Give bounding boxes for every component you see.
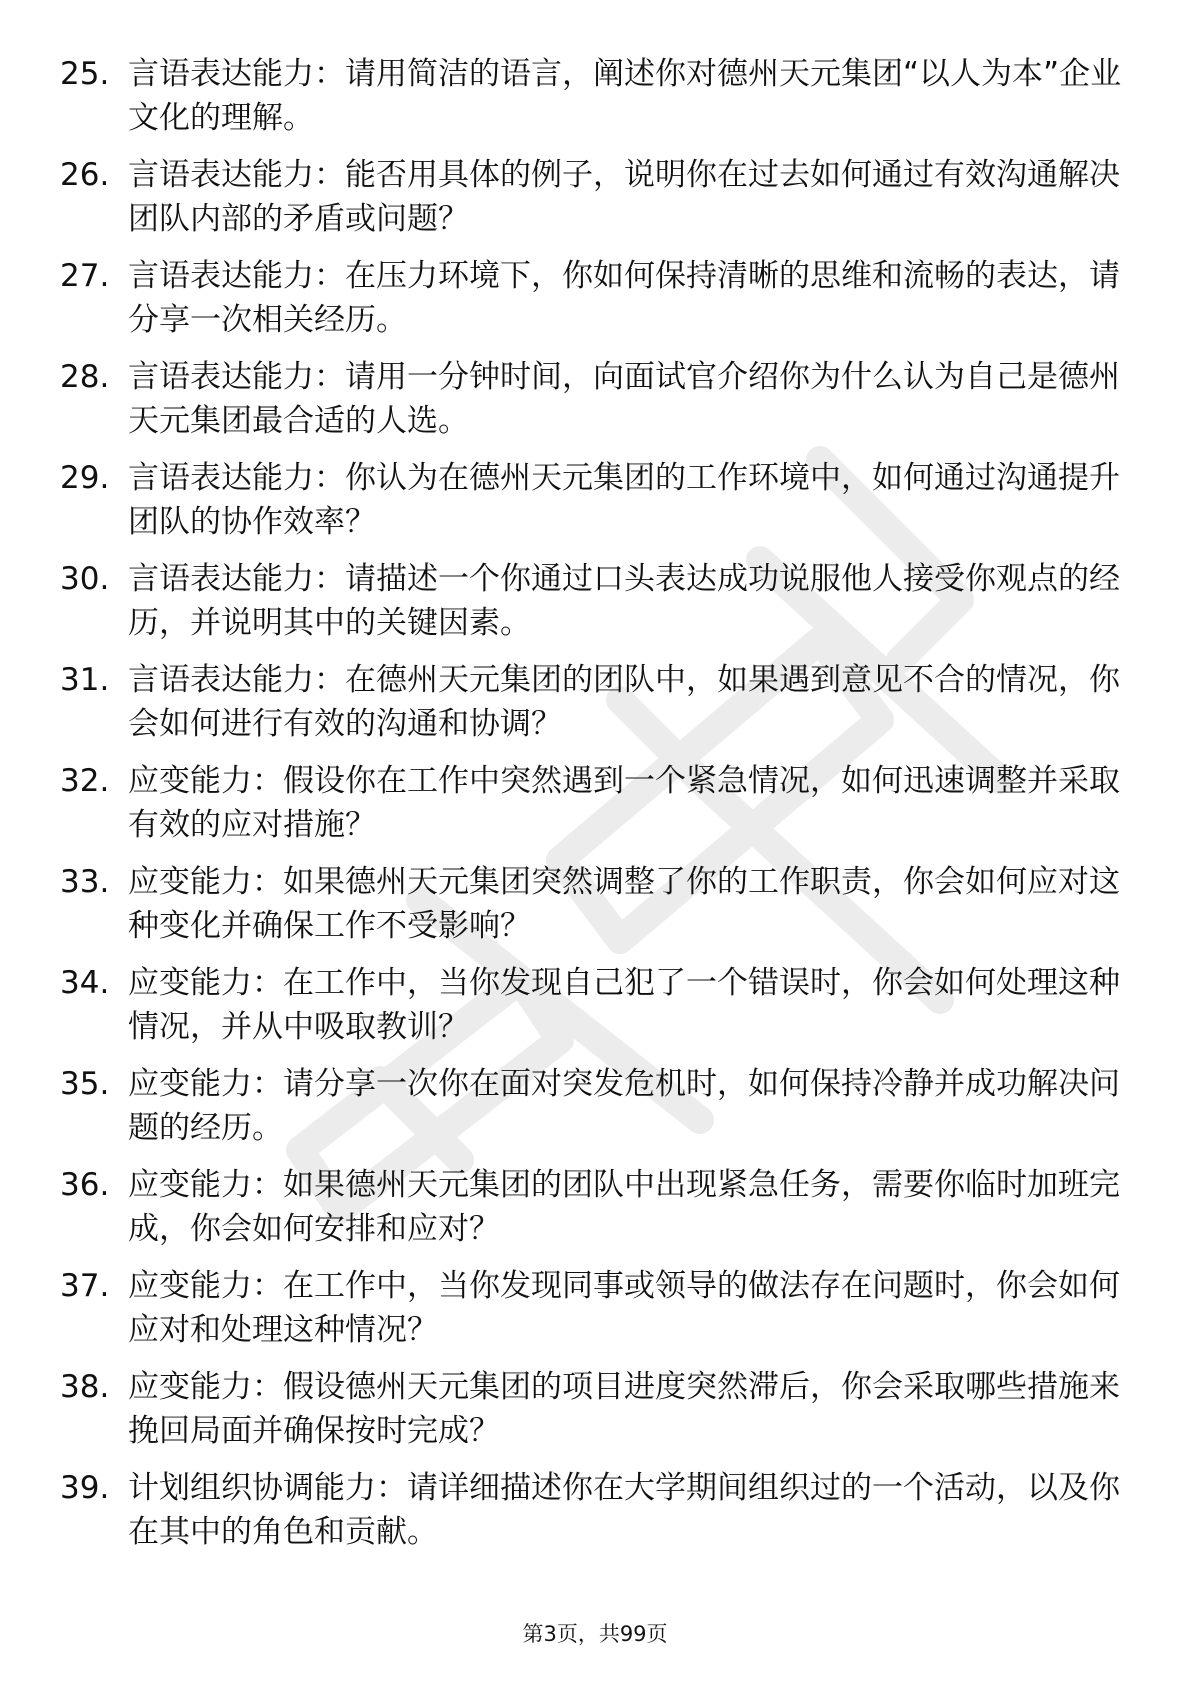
- question-text: 言语表达能力：请用简洁的语言，阐述你对德州天元集团“以人为本”企业文化的理解。: [128, 56, 1122, 136]
- question-number: 36.: [60, 1167, 110, 1203]
- question-item: [0, 1462, 1190, 1563]
- question-text: 言语表达能力：请描述一个你通过口头表达成功说服他人接受你观点的经历，并说明其中的关键因素。: [128, 561, 1120, 641]
- question-number: 29.: [60, 460, 110, 496]
- question-item: [0, 755, 1190, 856]
- question-text: 应变能力：在工作中，当你发现同事或领导的做法存在问题时，你会如何应对和处理这种情况？: [128, 1268, 1120, 1348]
- question-number: 32.: [60, 763, 110, 799]
- question-item: [0, 1260, 1190, 1361]
- question-text: 言语表达能力：在压力环境下，你如何保持清晰的思维和流畅的表达，请分享一次相关经历。: [128, 258, 1120, 338]
- question-item: [0, 957, 1190, 1058]
- question-text: 应变能力：假设你在工作中突然遇到一个紧急情况，如何迅速调整并采取有效的应对措施？: [128, 763, 1120, 843]
- question-item: [0, 351, 1190, 452]
- question-number: 34.: [60, 965, 110, 1001]
- question-number: 35.: [60, 1066, 110, 1102]
- question-item: [0, 654, 1190, 755]
- question-item: [0, 1361, 1190, 1462]
- question-number: 33.: [60, 864, 110, 900]
- question-item: [0, 48, 1190, 149]
- question-text: 应变能力：假设德州天元集团的项目进度突然滞后，你会采取哪些措施来挽回局面并确保按时完成？: [128, 1369, 1120, 1449]
- question-number: 37.: [60, 1268, 110, 1304]
- question-number: 25.: [60, 56, 110, 92]
- question-list: [0, 48, 1190, 1563]
- question-item: [0, 1159, 1190, 1260]
- question-text: 应变能力：如果德州天元集团突然调整了你的工作职责，你会如何应对这种变化并确保工作不受影响？: [128, 864, 1120, 944]
- question-number: 26.: [60, 157, 110, 193]
- question-text: 言语表达能力：能否用具体的例子，说明你在过去如何通过有效沟通解决团队内部的矛盾或问题？: [128, 157, 1120, 237]
- question-number: 30.: [60, 561, 110, 597]
- question-item: [0, 250, 1190, 351]
- question-number: 39.: [60, 1470, 110, 1506]
- question-item: [0, 553, 1190, 654]
- question-text: 言语表达能力：你认为在德州天元集团的工作环境中，如何通过沟通提升团队的协作效率？: [128, 460, 1120, 540]
- question-number: 27.: [60, 258, 110, 294]
- question-text: 应变能力：如果德州天元集团的团队中出现紧急任务，需要你临时加班完成，你会如何安排和应对？: [128, 1167, 1120, 1247]
- question-number: 28.: [60, 359, 110, 395]
- question-text: 应变能力：请分享一次你在面对突发危机时，如何保持冷静并成功解决问题的经历。: [128, 1066, 1120, 1146]
- question-text: 言语表达能力：请用一分钟时间，向面试官介绍你为什么认为自己是德州天元集团最合适的人选。: [128, 359, 1120, 439]
- question-item: [0, 1058, 1190, 1159]
- question-number: 31.: [60, 662, 110, 698]
- question-text: 言语表达能力：在德州天元集团的团队中，如果遇到意见不合的情况，你会如何进行有效的沟通和协调？: [128, 662, 1120, 742]
- question-text: 应变能力：在工作中，当你发现自己犯了一个错误时，你会如何处理这种情况，并从中吸取教训？: [128, 965, 1120, 1045]
- page-footer: 第3页，共99页: [522, 1622, 668, 1646]
- question-item: [0, 856, 1190, 957]
- question-item: [0, 149, 1190, 250]
- question-item: [0, 452, 1190, 553]
- question-number: 38.: [60, 1369, 110, 1405]
- question-text: 计划组织协调能力：请详细描述你在大学期间组织过的一个活动，以及你在其中的角色和贡献。: [128, 1470, 1120, 1550]
